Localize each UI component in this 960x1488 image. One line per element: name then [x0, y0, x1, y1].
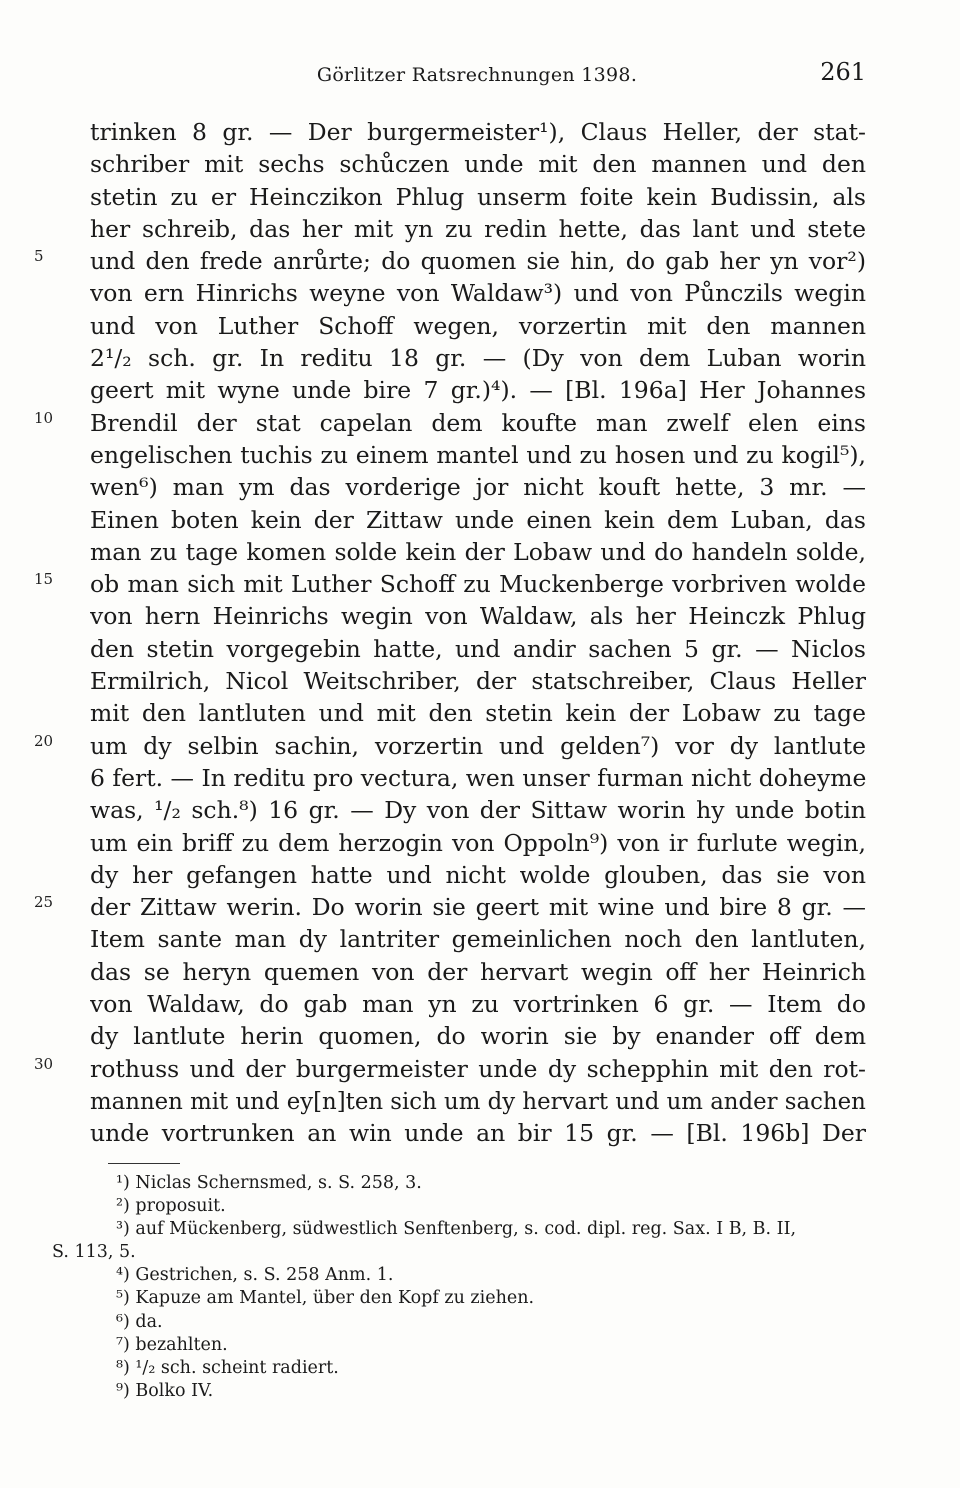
text-line — [90, 665, 866, 697]
body-text — [90, 116, 866, 1150]
text-line — [90, 342, 866, 374]
line-text: und den frede anrůrte; do quomen sie hin, do gab her yn vor²) — [90, 247, 866, 276]
text-line — [90, 988, 866, 1020]
line-text: man zu tage komen solde kein der Lobaw und do handeln solde, — [90, 537, 866, 566]
text-line — [90, 116, 866, 148]
line-text: schriber mit sechs schůczen unde mit den mannen und den — [90, 150, 866, 179]
line-text: ob man sich mit Luther Schoff zu Muckenberge vorbriven wolde — [90, 570, 866, 599]
line-text: von Waldaw, do gab man yn zu vortrinken 6 gr. — Item do — [90, 990, 866, 1019]
text-line — [90, 310, 866, 342]
line-number: 15 — [34, 570, 54, 589]
line-number: 10 — [34, 408, 54, 427]
line-text: geert mit wyne unde bire 7 gr.)⁴). — [Bl. 196a] Her Johannes — [90, 376, 866, 405]
text-line — [90, 633, 866, 665]
running-header — [88, 58, 866, 94]
text-line — [90, 568, 866, 600]
line-text: trinken 8 gr. — Der burgermeister¹), Claus Heller, der stat- — [90, 118, 866, 146]
line-text: von ern Hinrichs weyne von Waldaw³) und von Půnczils wegin — [90, 279, 866, 308]
footnote: S. 113, 5. — [52, 1242, 136, 1263]
line-text: um ein briff zu dem herzogin von Oppoln⁹) von ir furlute wegin, — [90, 828, 866, 857]
text-line — [90, 407, 866, 439]
text-line — [90, 794, 866, 826]
text-line — [90, 277, 866, 309]
line-text: den stetin vorgegebin hatte, und andir sachen 5 gr. — Niclos — [90, 634, 866, 663]
line-text: wen⁶) man ym das vorderige jor nicht kouft hette, 3 mr. — — [90, 473, 866, 502]
text-line — [90, 1053, 866, 1085]
footnote: ⁷) bezahlten. — [116, 1334, 228, 1355]
line-text: 6 fert. — In reditu pro vectura, wen unser furman nicht doheyme — [90, 763, 866, 792]
text-line — [90, 1020, 866, 1052]
footnote: ⁸) ¹/₂ sch. scheint radiert. — [116, 1357, 339, 1378]
line-number: 5 — [34, 247, 44, 266]
text-line — [90, 148, 866, 180]
text-line — [90, 600, 866, 632]
line-text: her schreib, das her mit yn zu redin hette, das lant und stete — [90, 214, 866, 243]
line-text: und von Luther Schoff wegen, vorzertin mit den mannen — [90, 311, 866, 340]
text-line — [90, 213, 866, 245]
line-text: Einen boten kein der Zittaw unde einen kein dem Luban, das — [90, 505, 866, 534]
line-text: stetin zu er Heinczikon Phlug unserm foite kein Budissin, als — [90, 182, 866, 211]
line-text: Brendil der stat capelan dem koufte man zwelf elen eins — [90, 408, 866, 437]
text-line — [90, 891, 866, 923]
text-line — [90, 762, 866, 794]
text-line — [90, 827, 866, 859]
line-text: Item sante man dy lantriter gemeinlichen noch den lantluten, — [90, 925, 866, 954]
line-text: dy lantlute herin quomen, do worin sie by enander off dem — [90, 1022, 866, 1051]
line-text: der Zittaw werin. Do worin sie geert mit wine und bire 8 gr. — — [90, 893, 866, 922]
text-line — [90, 439, 866, 471]
text-line — [90, 1117, 866, 1149]
line-text: rothuss und der burgermeister unde dy schepphin mit den rot- — [90, 1054, 866, 1083]
line-text: das se heryn quemen von der hervart wegin off her Heinrich — [90, 957, 866, 986]
line-text: Ermilrich, Nicol Weitschriber, der statschreiber, Claus Heller — [90, 667, 866, 696]
line-text: engelischen tuchis zu einem mantel und zu hosen und zu kogil⁵), — [90, 440, 866, 469]
footnotes — [52, 1172, 872, 1403]
line-text: 2¹/₂ sch. gr. In reditu 18 gr. — (Dy von dem Luban worin — [90, 344, 866, 373]
line-text: unde vortrunken an win unde an bir 15 gr. — [Bl. 196b] Der — [90, 1119, 866, 1148]
footnote: ⁶) da. — [116, 1311, 163, 1332]
footnote: ⁵) Kapuze am Mantel, über den Kopf zu ziehen. — [116, 1288, 535, 1309]
line-text: von hern Heinrichs wegin von Waldaw, als her Heinczk Phlug — [90, 602, 866, 631]
text-line — [90, 697, 866, 729]
footnote: ⁹) Bolko IV. — [116, 1380, 214, 1401]
footnote: ³) auf Mückenberg, südwestlich Senftenberg, s. cod. dipl. reg. Sax. I B, B. II, — [116, 1219, 797, 1240]
line-text: was, ¹/₂ sch.⁸) 16 gr. — Dy von der Sittaw worin hy unde botin — [90, 796, 866, 825]
text-line — [90, 471, 866, 503]
text-line — [90, 374, 866, 406]
text-line — [90, 536, 866, 568]
line-text: mannen mit und ey[n]ten sich um dy hervart und um ander sachen — [90, 1086, 866, 1115]
line-number: 30 — [34, 1054, 54, 1073]
line-number: 20 — [34, 731, 54, 750]
line-text: mit den lantluten und mit den stetin kein der Lobaw zu tage — [90, 699, 866, 728]
footnote: ⁴) Gestrichen, s. S. 258 Anm. 1. — [116, 1265, 394, 1286]
footnote-rule — [108, 1163, 180, 1164]
text-line — [90, 956, 866, 988]
line-number: 25 — [34, 893, 54, 912]
footnote: ¹) Niclas Schernsmed, s. S. 258, 3. — [116, 1173, 422, 1193]
text-line — [90, 245, 866, 277]
text-line — [90, 1085, 866, 1117]
text-line — [90, 504, 866, 536]
text-line — [90, 181, 866, 213]
page-number: 261 — [820, 58, 866, 86]
line-text: um dy selbin sachin, vorzertin und gelden⁷) vor dy lantlute — [90, 731, 866, 760]
text-line — [90, 859, 866, 891]
footnote: ²) proposuit. — [116, 1196, 226, 1217]
text-line — [90, 923, 866, 955]
line-text: dy her gefangen hatte und nicht wolde glouben, das sie von — [90, 860, 866, 889]
header-title: Görlitzer Ratsrechnungen 1398. — [316, 64, 638, 86]
text-line — [90, 730, 866, 762]
